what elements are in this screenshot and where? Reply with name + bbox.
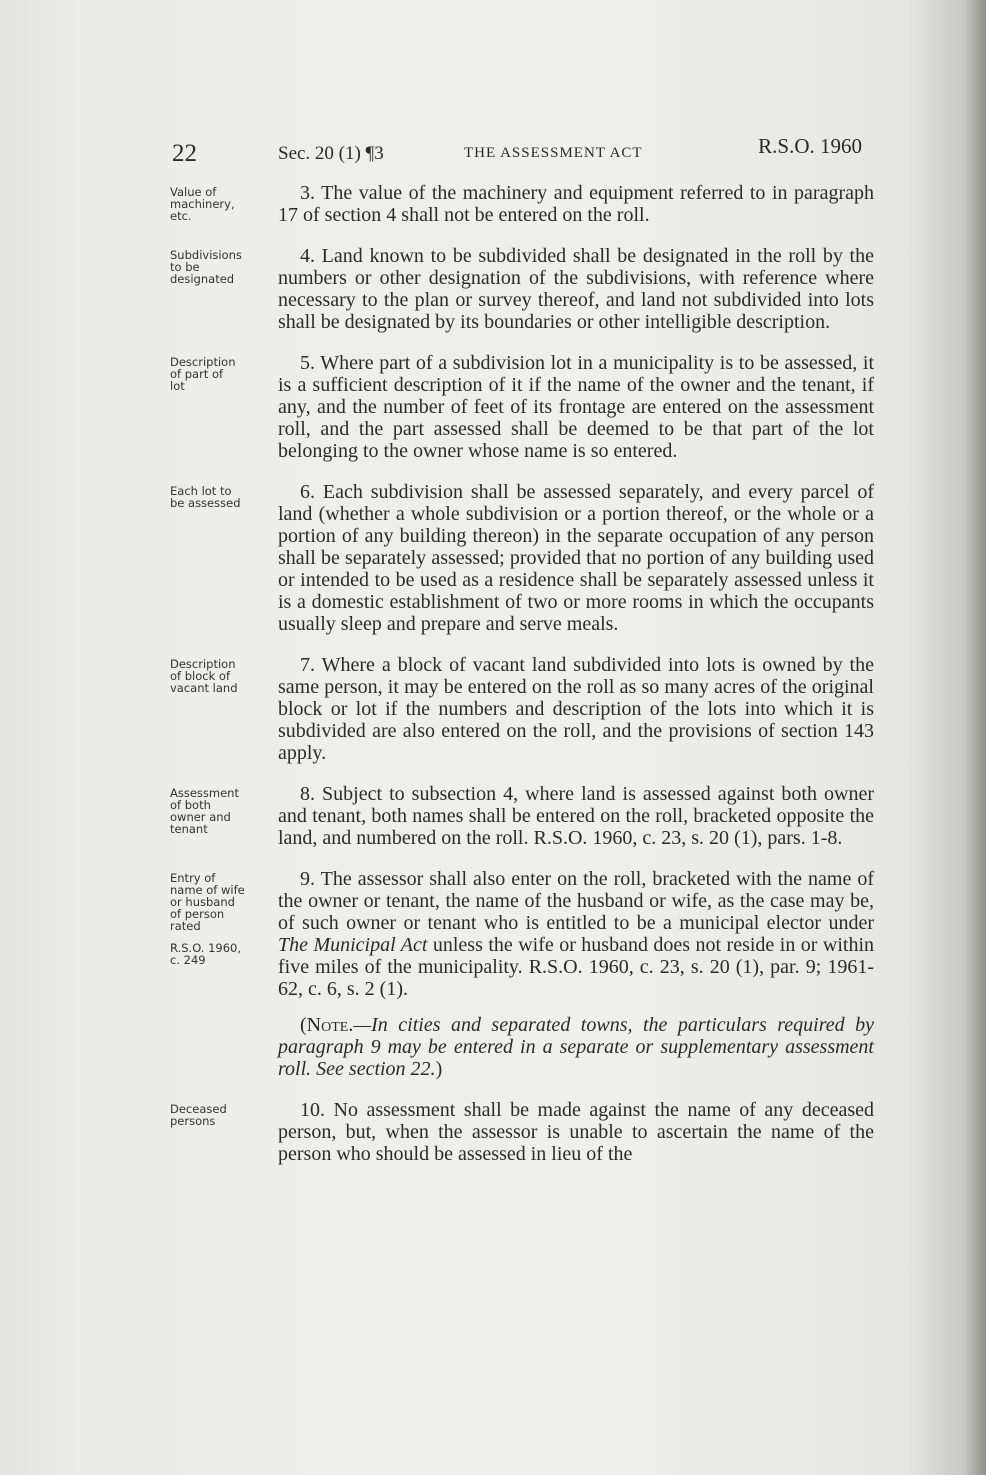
section-4: [170, 245, 874, 333]
marginal-note: Assessment of both owner and tenant: [170, 786, 239, 836]
section-3: [170, 182, 874, 226]
marginal-note: Subdivisions to be designated: [170, 248, 242, 286]
section-10: [170, 1099, 874, 1165]
act-name: The Municipal Act: [278, 934, 428, 956]
marginal-note: Value of machinery, etc.: [170, 185, 235, 223]
act-title: THE ASSESSMENT ACT: [464, 145, 643, 161]
section-5: [170, 352, 874, 462]
statute-reference-note: R.S.O. 1960, c. 249: [170, 941, 242, 967]
section-text: 7. Where a block of vacant land subdivided into lots is owned by the same person, it may be entered on the roll as so many acres of the original block or lot if the numbers and description of the lots into which it is subdivided are also entered on the roll, and the provisions of section 143 apply.: [278, 654, 874, 764]
section-text: 10. No assessment shall be made against the name of any deceased person, but, when the assessor is unable to ascertain the name of the person who should be assessed in lieu of the: [278, 1099, 874, 1165]
page-number: 22: [172, 140, 197, 167]
section-7: [170, 654, 874, 764]
marginal-note: Deceased persons: [170, 1102, 227, 1128]
section-text: 9. The assessor shall also enter on the roll, bracketed with the name of the owner or tenant, the name of the husband or wife, as the case may be, of such owner or tenant who is entitled to be a municipal elector under The Municipal Act unless the wife or husband does not reside in or within five miles of the municipality. R.S.O. 1960, c. 23, s. 20 (1), par. 9; 1961-62, c. 6, s. 2 (1). (Note.—In cities and separated towns, the particulars required by paragraph 9 may be entered in a separate or supplementary assessment roll. See section 22.): [278, 868, 874, 1080]
section-6: [170, 481, 874, 635]
page-edge-shadow: [964, 0, 986, 1475]
section-text: 4. Land known to be subdivided shall be designated in the roll by the numbers or other designation of the subdivisions, with reference where necessary to the plan or survey thereof, and land not subdivided into lots shall be designated by its boundaries or other intelligible description.: [278, 245, 874, 333]
section-text: 8. Subject to subsection 4, where land is assessed against both owner and tenant, both names shall be entered on the roll, bracketed opposite the land, and numbered on the roll. R.S.O. 1960, c. 23, s. 20 (1), pars. 1-8.: [278, 783, 874, 849]
rso-reference: R.S.O. 1960: [758, 134, 862, 158]
marginal-note: Description of block of vacant land: [170, 657, 238, 695]
marginal-note: Each lot to be assessed: [170, 484, 241, 510]
editorial-note: (Note.—In cities and separated towns, the particulars required by paragraph 9 may be entered in a separate or supplementary assessment roll. See section 22.): [278, 1014, 874, 1080]
section-text: 6. Each subdivision shall be assessed separately, and every parcel of land (whether a whole subdivision or a portion thereof, or the whole or a portion of any building thereon) in the separate occupation of any person shall be separately assessed; provided that no portion of any building used or intended to be used as a residence shall be separately assessed unless it is a domestic establishment of two or more rooms in which the occupants usually sleep and prepare and serve meals.: [278, 481, 874, 635]
marginal-note: Description of part of lot: [170, 355, 236, 393]
section-reference: Sec. 20 (1) ¶3: [278, 143, 384, 164]
marginal-note: Entry of name of wife or husband of person rated R.S.O. 1960, c. 249: [170, 868, 278, 1080]
section-text: 5. Where part of a subdivision lot in a municipality is to be assessed, it is a sufficient description of it if the name of the owner and the tenant, if any, and the number of feet of its frontage are entered on the assessment roll, and the part assessed shall be deemed to be that part of the lot belonging to the owner whose name is so entered.: [278, 352, 874, 462]
section-text: 3. The value of the machinery and equipment referred to in paragraph 17 of section 4 shall not be entered on the roll.: [278, 182, 874, 226]
section-9: [170, 868, 874, 1080]
section-8: [170, 783, 874, 849]
page-body: [170, 182, 874, 1165]
running-header: [172, 130, 862, 170]
